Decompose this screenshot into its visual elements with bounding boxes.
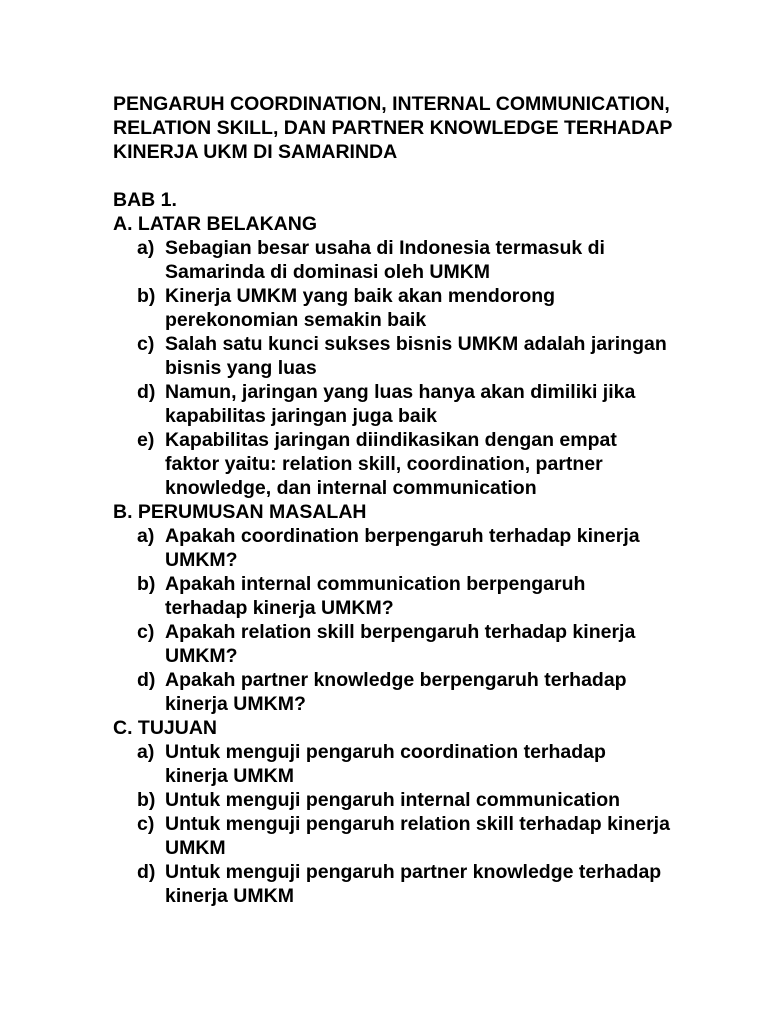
list-item — [113, 284, 673, 332]
item-text: Untuk menguji pengaruh internal communication — [165, 789, 621, 811]
list-item — [113, 332, 673, 380]
item-marker: e) — [137, 429, 155, 451]
item-marker: c) — [137, 621, 155, 643]
list-item — [113, 620, 673, 668]
item-text: Untuk menguji pengaruh partner knowledge terhadap kinerja UMKM — [165, 861, 662, 907]
item-list — [113, 236, 673, 500]
item-marker: d) — [137, 381, 156, 403]
section-heading: A. LATAR BELAKANG — [113, 213, 318, 235]
item-marker: b) — [137, 573, 156, 595]
item-text: Namun, jaringan yang luas hanya akan dimiliki jika kapabilitas jaringan juga baik — [165, 381, 636, 427]
section-heading: C. TUJUAN — [113, 717, 218, 739]
document-title: PENGARUH COORDINATION, INTERNAL COMMUNICATION, RELATION SKILL, DAN PARTNER KNOWLEDGE TERHADAP KINERJA UKM DI SAMARINDA — [113, 93, 672, 163]
item-list — [113, 740, 673, 908]
list-item — [113, 860, 673, 908]
list-item — [113, 668, 673, 716]
list-item — [113, 572, 673, 620]
item-marker: b) — [137, 789, 156, 811]
item-marker: d) — [137, 669, 156, 691]
item-text: Kapabilitas jaringan diindikasikan dengan empat faktor yaitu: relation skill, coordination, partner knowledge, dan internal communication — [165, 429, 617, 499]
list-item — [113, 236, 673, 284]
item-text: Kinerja UMKM yang baik akan mendorong perekonomian semakin baik — [165, 285, 556, 331]
item-text: Apakah relation skill berpengaruh terhadap kinerja UMKM? — [165, 621, 636, 667]
item-marker: c) — [137, 813, 155, 835]
item-marker: a) — [137, 525, 155, 547]
item-marker: c) — [137, 333, 155, 355]
item-marker: a) — [137, 237, 155, 259]
item-text: Apakah partner knowledge berpengaruh terhadap kinerja UMKM? — [165, 669, 627, 715]
list-item — [113, 788, 673, 812]
chapter-heading: BAB 1. — [113, 189, 177, 211]
section-heading: B. PERUMUSAN MASALAH — [113, 501, 367, 523]
item-text: Sebagian besar usaha di Indonesia termasuk di Samarinda di dominasi oleh UMKM — [165, 237, 605, 283]
document-page — [113, 92, 673, 908]
item-text: Apakah coordination berpengaruh terhadap kinerja UMKM? — [165, 525, 640, 571]
item-text: Salah satu kunci sukses bisnis UMKM adalah jaringan bisnis yang luas — [165, 333, 667, 379]
list-item — [113, 428, 673, 500]
item-marker: a) — [137, 741, 155, 763]
list-item — [113, 380, 673, 428]
section-latar-belakang — [113, 212, 673, 500]
list-item — [113, 524, 673, 572]
item-text: Apakah internal communication berpengaruh terhadap kinerja UMKM? — [165, 573, 586, 619]
section-perumusan-masalah — [113, 500, 673, 716]
section-tujuan — [113, 716, 673, 908]
list-item — [113, 740, 673, 788]
item-marker: d) — [137, 861, 156, 883]
item-marker: b) — [137, 285, 156, 307]
item-text: Untuk menguji pengaruh coordination terhadap kinerja UMKM — [165, 741, 606, 787]
list-item — [113, 812, 673, 860]
item-text: Untuk menguji pengaruh relation skill terhadap kinerja UMKM — [165, 813, 670, 859]
item-list — [113, 524, 673, 716]
